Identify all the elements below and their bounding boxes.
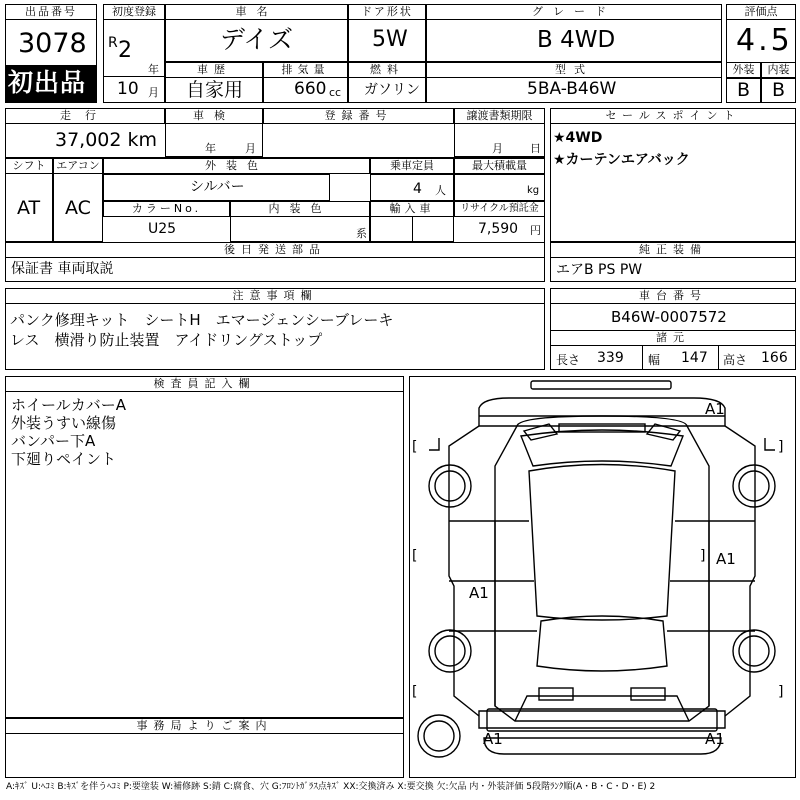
width-label: 幅 xyxy=(648,353,661,367)
wheel-front-left xyxy=(429,465,471,507)
exterior-score: B xyxy=(737,79,751,101)
bracket: [ xyxy=(412,684,418,700)
inspector-text: ホイールカバーA 外装うすい線傷 バンパー下A 下廻りペイント xyxy=(11,396,126,468)
interior-label: 内装 xyxy=(761,62,796,78)
import-divider xyxy=(412,217,413,242)
first-listing-text: 初出品 xyxy=(8,68,87,97)
height: 166 xyxy=(761,350,788,366)
bracket: ] xyxy=(778,439,784,455)
shift: AT xyxy=(17,197,41,219)
caution-text: パンク修理キット シートH エマージェンシーブレーキ レス 横滑り防止装置 アイドリングストップ xyxy=(10,311,394,349)
wheel-rear-left xyxy=(429,630,471,672)
dims-divider xyxy=(718,346,719,370)
width: 147 xyxy=(681,350,708,366)
grade-label: グレード xyxy=(426,4,722,20)
wheel-rear-right xyxy=(733,630,775,672)
capacity-unit: 人 xyxy=(435,184,446,197)
score-label: 評価点 xyxy=(726,4,796,20)
max-load-label: 最大積載量 xyxy=(454,158,545,174)
length-label: 長さ xyxy=(556,353,581,367)
body-outline xyxy=(495,416,709,721)
dims-label: 諸元 xyxy=(550,330,796,346)
divider xyxy=(103,76,165,77)
door-label: ドア形状 xyxy=(348,4,426,20)
inspection-month-unit: 月 xyxy=(245,142,256,155)
dims-divider xyxy=(642,346,643,370)
sales-point: ★4WD xyxy=(553,130,603,146)
roof-bar xyxy=(531,381,671,389)
color-no-label: カラーNo. xyxy=(103,201,230,217)
sales-label: セールスポイント xyxy=(550,108,796,124)
color-no: U25 xyxy=(148,221,177,237)
inspection-year-unit: 年 xyxy=(205,142,216,155)
windshield xyxy=(521,430,683,466)
sales-box xyxy=(550,108,796,242)
equipment: エアB PS PW xyxy=(556,262,643,278)
capacity-label: 乗車定員 xyxy=(370,158,454,174)
ac: AC xyxy=(65,197,91,219)
equipment-label: 純正装備 xyxy=(550,242,796,258)
bracket: ] xyxy=(778,684,784,700)
bracket: ] xyxy=(700,548,706,564)
recycle-unit: 円 xyxy=(530,224,541,237)
ext-color-label: 外装色 xyxy=(103,158,370,174)
exterior-label: 外装 xyxy=(726,62,761,78)
damage-mark: A1 xyxy=(716,550,736,568)
interior-score: B xyxy=(772,79,786,101)
transfer-label: 譲渡書類期限 xyxy=(454,108,545,124)
ext-color: シルバー xyxy=(190,179,245,195)
inspection-label: 車検 xyxy=(165,108,263,124)
later-parts: 保証書 車両取説 xyxy=(11,261,114,277)
reg-year-unit: 年 xyxy=(148,63,159,76)
rear-window xyxy=(537,616,667,671)
damage-mark: A1 xyxy=(705,400,725,418)
rear-lower xyxy=(484,738,721,754)
roof xyxy=(529,465,675,621)
int-color-cell xyxy=(230,201,370,242)
bracket: [ xyxy=(412,439,418,455)
later-parts-label: 後日発送部品 xyxy=(5,242,545,258)
recycle-label: リサイクル預託金 xyxy=(454,201,545,217)
max-load-unit: kg xyxy=(527,185,540,196)
chassis-no: B46W-0007572 xyxy=(611,308,727,326)
chassis-label: 車台番号 xyxy=(550,288,796,304)
height-label: 高さ xyxy=(723,353,748,367)
car-diagram xyxy=(409,376,796,778)
displacement-unit: cc xyxy=(329,86,342,99)
recycle: 7,590 xyxy=(478,221,519,237)
transfer-month-unit: 月 xyxy=(492,142,503,155)
era: R xyxy=(108,35,118,51)
shift-label: シフト xyxy=(5,158,53,174)
int-color-label: 内装色 xyxy=(230,201,370,217)
lot-number-label: 出品番号 xyxy=(5,4,97,20)
grade: B 4WD xyxy=(537,27,616,53)
import-label: 輸入車 xyxy=(370,201,454,217)
int-color-unit: 系 xyxy=(356,227,367,240)
model-label: 型式 xyxy=(426,62,722,78)
history: 自家用 xyxy=(186,79,244,101)
reg-year: 2 xyxy=(118,38,132,63)
wheel-front-right xyxy=(733,465,775,507)
lot-number: 3078 xyxy=(18,28,87,59)
mileage-label: 走行 xyxy=(5,108,165,124)
damage-mark: A1 xyxy=(483,730,503,748)
length: 339 xyxy=(597,350,624,366)
caution-label: 注意事項欄 xyxy=(5,288,545,304)
first-reg-label: 初度登録 xyxy=(103,4,165,20)
fuel: ガソリン xyxy=(364,82,420,98)
transfer-day-unit: 日 xyxy=(530,142,541,155)
car-name-label: 車名 xyxy=(165,4,348,20)
model: 5BA-B46W xyxy=(527,79,617,99)
damage-mark: A1 xyxy=(469,584,489,602)
spare-wheel xyxy=(418,715,460,757)
damage-mark: A1 xyxy=(705,730,725,748)
reg-month: 10 xyxy=(117,79,139,99)
score: 4.5 xyxy=(736,23,793,58)
displacement-label: 排気量 xyxy=(263,62,348,78)
displacement: 660 xyxy=(294,79,327,99)
capacity: 4 xyxy=(413,181,422,197)
front-bumper xyxy=(479,398,725,426)
sales-point: ★カーテンエアバック xyxy=(553,152,690,168)
door: 5W xyxy=(372,27,408,52)
bracket: [ xyxy=(412,548,418,564)
reg-month-unit: 月 xyxy=(148,86,159,99)
mileage: 37,002 km xyxy=(55,129,158,151)
legend-text: A:ｷｽﾞ U:ﾍｺﾐ B:ｷｽﾞを伴うﾍｺﾐ P:要塗装 W:補修跡 S:錆 C:腐食、穴 G:ﾌﾛﾝﾄｶﾞﾗｽ点ｷｽﾞ XX:交換済み X:要交換 欠:欠品 内・外装評価 5段階ﾗﾝｸ順(A・B・C・D・E) 2 xyxy=(6,782,656,792)
office-label: 事務局よりご案内 xyxy=(5,718,404,734)
car-name: デイズ xyxy=(220,25,294,54)
reg-no-label: 登録番号 xyxy=(263,108,454,124)
history-label: 車歴 xyxy=(165,62,263,78)
ac-label: エアコン xyxy=(53,158,103,174)
inspector-label: 検査員記入欄 xyxy=(5,376,404,392)
fuel-label: 燃料 xyxy=(348,62,426,78)
